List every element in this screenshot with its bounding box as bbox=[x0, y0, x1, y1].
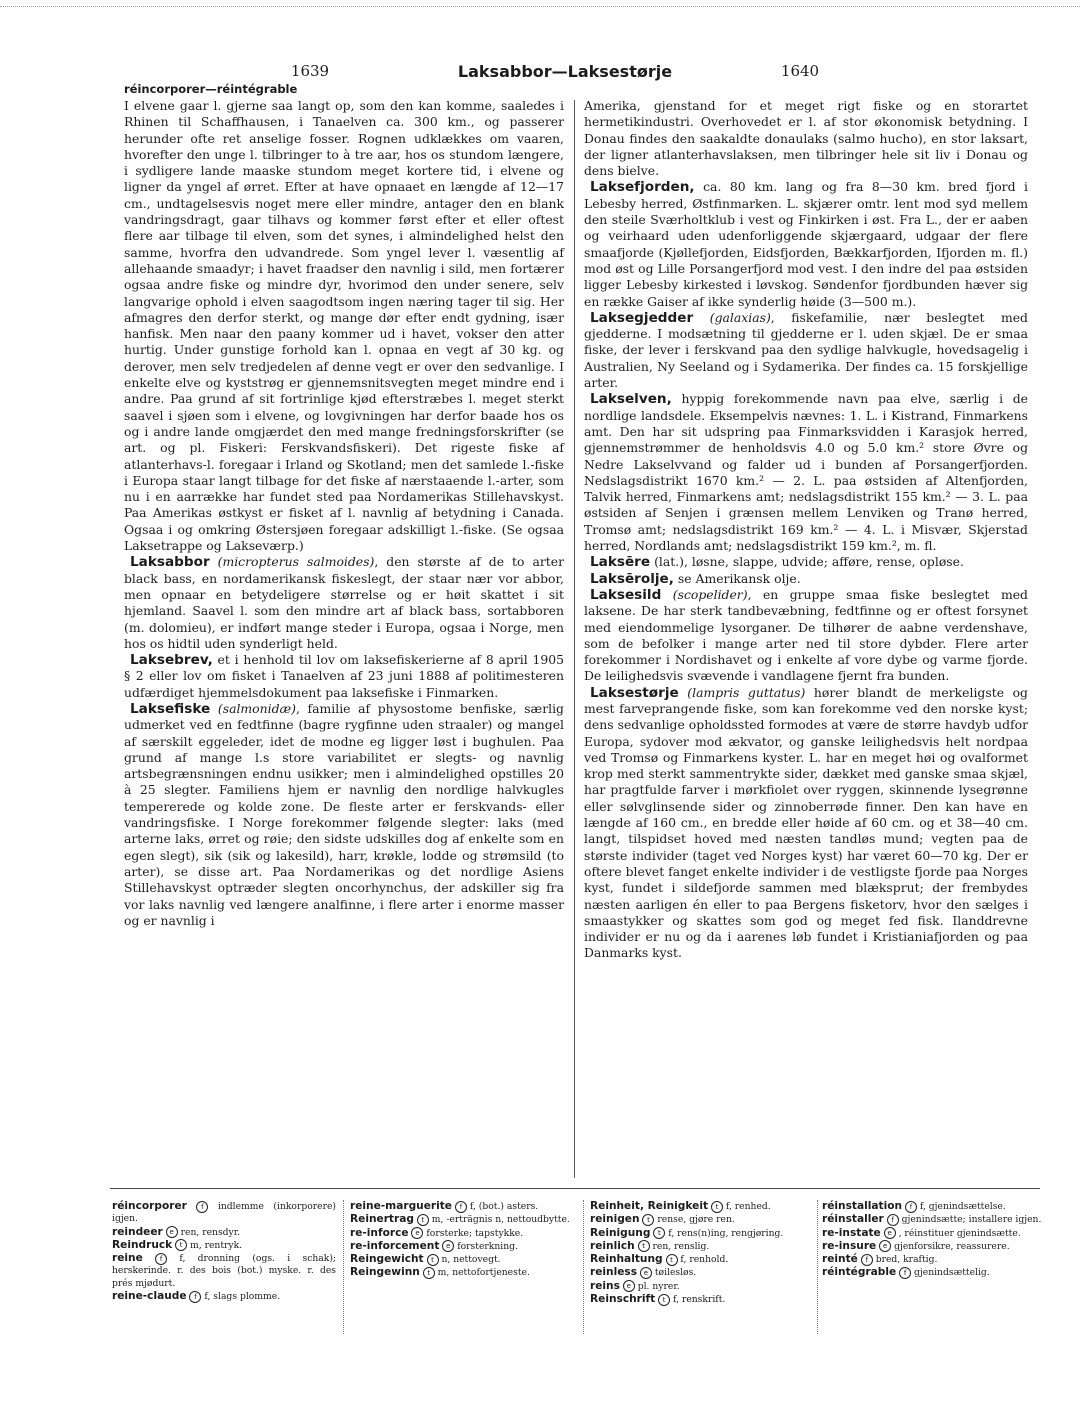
glossary-word: re-insure bbox=[822, 1239, 877, 1252]
headword: Laksesild bbox=[590, 586, 662, 603]
glossary-word: Reinhaltung bbox=[590, 1253, 663, 1266]
language-mark-icon: t bbox=[666, 1254, 678, 1266]
glossary-divider bbox=[343, 1200, 345, 1334]
language-mark-icon: f bbox=[887, 1214, 899, 1226]
glossary-entry bbox=[350, 1240, 576, 1253]
glossary-entry bbox=[112, 1226, 336, 1239]
glossary-translation: f, rens(n)ing, rengjøring. bbox=[668, 1227, 784, 1239]
language-mark-icon: e bbox=[640, 1267, 652, 1279]
glossary-translation: ren, rensdyr. bbox=[180, 1226, 241, 1238]
entry-text: et i henhold til lov om laksefiskerierne af 8 april 1905 § 2 eller lov om fisket i Tanaelven af 23 juni 1888 af politimesteren udfærdiget hjemmelsdokument paa laksefiske i Finmarken. bbox=[124, 652, 564, 700]
entry-text: I elvene gaar l. gjerne saa langt op, som den kan komme, saaledes i Rhinen til Schaffhausen, i Tanaelven ca. 300 km., og passerer herunder ofte ret anselige fosser. Rognen udklækkes om vaaren, hvorefter den unge l. tilbringer to à tre aar, hos os stundom længere, i sydligere lande maaske stundom meget kortere tid, i elvene og ligner da yngel af ørret. Efter at have opnaaet en længde af 12—17 cm., undtagelsesvis noget mere eller mindre, antager den en blank vandringsdragt, gaar tilhavs og kommer først efter et eller oftest flere aar tilbage til elven, som det synes, i almindelighed helst den samme, hvorfra den udvandrede. Som yngel lever l. væsentlig af allehaande smaadyr; i havet fraadser den navnlig i sild, men fortærer ogsaa andre fiske og mindre dyr, hvorimod den under senere, selv langvarige ophold i elven saagodtsom ingen næring tager til sig. Her afmagres den derfor sterkt, og mange dør efter endt gydning, især hanfisk. Men naar den paany kommer ud i havet, vokser den atter hurtig. Under gunstige forhold kan l. opnaa en vegt af 30 kg. og derover, men selv tredjedelen af denne vegt er over den sedvanlige. I enkelte elve og kyststrøg er gjennemsnitsvegten meget mindre end i andre. Paa grund af sit fortrinlige kjød efterstræbes l. meget sterkt saavel i sjøen som i elvene, og lovgivningen har derfor baade hos os og i andre lande omgjærdet den med mange fredningsforskrifter (se art. og pl. Fiskeri: Ferskvandsfiskeri). Det rigeste fiske af atlanterhavs-l. foregaar i Irland og Skotland; men det samlede l.-fiske i Europa staar langt tilbage for det fiske af nærstaaende l.-arter, som nu i en aarrække har fundet sted paa Nordamerikas Stillehavskyst. Paa Amerikas østkyst er fisket af l. navnlig af betydning i Canada. Ogsaa i og omkring Østersjøen foregaar adskilligt l.-fiske. (Se ogsaa Laksetrappe og Lakseværp.) bbox=[124, 98, 564, 554]
entry-text: ca. 80 km. lang og fra 8—30 km. bred fjord i Lebesby herred, Østfinmarken. L. skjærer omtr. lent mod syd mellem den steile Sværholtklub i vest og Finkirken i øst. Fra L., der er aaben og veirhaard uden udenforliggende skjærgaard, udgaar der flere smaafjorde (Kjøllefjorden, Eidsfjorden, Bækkarfjorden, Ifjorden m. fl.) mod øst og Lille Porsangerfjord mod vest. I den indre del paa østsiden ligger Lebesby kirkested i løvskog. Søndenfor fjordbunden hæver sig en række Gaiser af ikke synderlig høide (3—500 m.). bbox=[584, 179, 1028, 309]
glossary-translation: bred, kraftig. bbox=[875, 1254, 938, 1266]
glossary-word: reine-marguerite bbox=[350, 1200, 452, 1212]
glossary-word: Reingewinn bbox=[350, 1266, 420, 1279]
glossary-entry bbox=[822, 1227, 1048, 1240]
glossary-translation: gjenforsikre, reassurere. bbox=[894, 1240, 1010, 1252]
glossary-divider bbox=[583, 1200, 585, 1334]
glossary-word: réincorporer bbox=[112, 1200, 187, 1212]
glossary-entry bbox=[590, 1213, 814, 1226]
language-mark-icon: f bbox=[189, 1291, 201, 1303]
headword: Laksestørje bbox=[590, 684, 679, 701]
entry-lakserolje bbox=[584, 571, 1028, 587]
entry-laksabbor bbox=[124, 554, 564, 652]
top-dotted-rule bbox=[0, 6, 1080, 8]
glossary-entry bbox=[822, 1240, 1048, 1253]
language-mark-icon: e bbox=[442, 1240, 454, 1252]
glossary-word: réinstaller bbox=[822, 1213, 884, 1226]
glossary-entry bbox=[822, 1266, 1048, 1279]
glossary-word: re-instate bbox=[822, 1226, 881, 1239]
page-number-left: 1639 bbox=[290, 62, 330, 80]
language-mark-icon: e bbox=[166, 1226, 178, 1238]
glossary-entry bbox=[112, 1200, 336, 1226]
entry-paragraph bbox=[584, 98, 1028, 179]
entry-text: se Amerikansk olje. bbox=[673, 570, 801, 586]
entry-laksere bbox=[584, 554, 1028, 570]
entry-text: Amerika, gjenstand for et meget rigt fiske og en storartet hermetikindustri. Overhovedet er l. af stor økonomisk betydning. I Donau findes den saakaldte donaulaks (salmo hucho), en stor laksart, der ligner atlanterhavslaksen, men tilbringer hele sit liv i Donau og dens bielve. bbox=[584, 98, 1028, 179]
glossary-translation: ren, renslig. bbox=[652, 1240, 710, 1252]
glossary-translation: gjenindsætte; installere igjen. bbox=[901, 1214, 1042, 1226]
glossary-entry bbox=[590, 1280, 814, 1293]
glossary-word: Reinschrift bbox=[590, 1293, 656, 1306]
latin-name: (salmonidæ) bbox=[217, 700, 296, 716]
glossary-translation: indlemme (inkorporere) igjen. bbox=[112, 1201, 337, 1225]
language-mark-icon: e bbox=[879, 1240, 891, 1252]
glossary-entry bbox=[112, 1239, 336, 1252]
language-mark-icon: t bbox=[175, 1239, 187, 1251]
glossary-word: Reinheit, Reinigkeit bbox=[590, 1200, 709, 1212]
entry-laksesild bbox=[584, 587, 1028, 685]
language-mark-icon: f bbox=[196, 1201, 208, 1213]
glossary-entry bbox=[590, 1253, 814, 1266]
glossary-divider bbox=[817, 1200, 819, 1334]
language-mark-icon: t bbox=[638, 1240, 650, 1252]
glossary-word: Reindruck bbox=[112, 1238, 173, 1251]
glossary-column-1 bbox=[112, 1200, 336, 1303]
entry-text: (lat.), løsne, slappe, udvide; afføre, rense, opløse. bbox=[650, 554, 964, 570]
glossary-translation: f, renhold. bbox=[680, 1254, 729, 1266]
language-mark-icon: t bbox=[711, 1201, 723, 1213]
glossary-translation: f, slags plomme. bbox=[204, 1291, 281, 1303]
headword: Laksegjedder bbox=[590, 309, 694, 326]
language-mark-icon: t bbox=[653, 1227, 665, 1239]
glossary-translation: n, nettovegt. bbox=[441, 1254, 501, 1266]
language-mark-icon: f bbox=[899, 1267, 911, 1279]
headword: Laksērolje, bbox=[590, 570, 674, 587]
glossary-entry bbox=[112, 1252, 336, 1290]
glossary-entry bbox=[590, 1266, 814, 1279]
glossary-translation: forsterke; tapstykke. bbox=[426, 1227, 524, 1239]
glossary-column-2 bbox=[350, 1200, 576, 1280]
glossary-word: Reinigung bbox=[590, 1226, 651, 1239]
glossary-entry bbox=[822, 1213, 1048, 1226]
language-mark-icon: t bbox=[423, 1267, 435, 1279]
glossary-word: réintégrable bbox=[822, 1266, 897, 1279]
language-mark-icon: f bbox=[861, 1254, 873, 1266]
glossary-word: re-inforcement bbox=[350, 1239, 440, 1252]
headword: Laksefiske bbox=[130, 700, 211, 717]
language-mark-icon: t bbox=[417, 1214, 429, 1226]
entry-text: hyppig forekommende navn paa elve, særlig i de nordlige landsdele. Eksempelvis nævnes: 1. L. i Kistrand, Finmarkens amt. Den har sit udspring paa Finmarksvidden i Karasjok herred, gjennemstrømmer de henholdsvis 4.0 og 5.0 km.² store Øvre og Nedre Lakselvvand og falder ud i bunden af Porsangerfjorden. Nedslagsdistrikt 1670 km.² — 2. L. paa østsiden af Altenfjorden, Talvik herred, Finmarkens amt; nedslagsdistrikt 155 km.² — 3. L. paa østsiden af Senjen i grænsen mellem Lenviken og Tranø herred, Tromsø amt; nedslagsdistrikt 169 km.² — 4. L. i Misvær, Skjerstad herred, Nordlands amt; nedslagsdistrikt 159 km.², m. fl. bbox=[584, 391, 1028, 554]
glossary-entry bbox=[590, 1200, 814, 1213]
glossary-translation: forsterkning. bbox=[457, 1240, 518, 1252]
headword: Lakselven, bbox=[590, 391, 672, 408]
language-mark-icon: e bbox=[623, 1280, 635, 1292]
glossary-word: reinlich bbox=[590, 1239, 635, 1252]
glossary-word: reine bbox=[112, 1252, 143, 1265]
entry-text: , den største af de to arter black bass, en nordamerikansk fiskeslegt, der staar nær vor abbor, men opnaar en betydeligere størrelse og er høit skattet i sit hjemland. Saavel l. som den mindre art af black bass, sortabboren (m. dolomieu), er indført mange steder i Europa, ogsaa i Norge, men hos os hidtil uden synderligt held. bbox=[124, 554, 564, 651]
glossary-translation: f, gjenindsættelse. bbox=[919, 1201, 1006, 1212]
entry-text: , fiskefamilie, nær beslegtet med gjedderne. I modsætning til gjedderne er l. uden skjæl. De er smaa fiske, der lever i ferskvand paa den sydlige halvkugle, hovedsagelig i Australien, Ny Seeland og i Sydamerika. Der findes ca. 15 forskjellige arter. bbox=[584, 309, 1028, 391]
entry-laksebrev bbox=[124, 652, 564, 701]
latin-name: (micropterus salmoides) bbox=[217, 554, 375, 570]
glossary-word: reins bbox=[590, 1279, 620, 1292]
entry-text: hører blandt de merkeligste og mest farveprangende fiske, som kan forekomme ved den norske kyst; dens sedvanlige opholdssted formodes at være de større havdyb udfor Europa, sydover mod ækvator, og ganske leilighedsvis helt nordpaa ved Tromsø og Finmarkens kyster. L. har en meget høi og ovalformet krop med sterkt sammentrykte sider, dækket med ganske smaa skjæl, har pragtfulde farver i mørkfiolet over ryggen, skinnende lysegrønne eller sølvglinsende sider og zinnoberrøde finner. Den kan have en længde af 160 cm., en bredde eller høide af 60 cm. og et 38—40 cm. langt, tilspidset hoved med næsten tandløs mund; vegten paa de største individer (taget ved Norges kyst) har været 60—70 kg. Der er oftere blevet fanget enkelte individer i de vestligste fjorde paa Norges kyst, fundet i sildefjorde sammen med blæksprut; der frembydes næsten aarligen én eller to paa Bergens fisketorv, hvor den sælges i smaastykker og skattes som god og meget fed fisk. Ilanddrevne individer er nu og da i aarenes løb fundet i Kristianiafjorden og paa Danmarks kyst. bbox=[584, 684, 1028, 961]
glossary-translation: f, dronning (ogs. i schak); herskerinde. r. des bois (bot.) myske. r. des prés mjødurt. bbox=[112, 1253, 336, 1289]
glossary-entry bbox=[590, 1227, 814, 1240]
language-mark-icon: t bbox=[658, 1294, 670, 1306]
glossary-entry bbox=[350, 1213, 576, 1226]
glossary-translation: rense, gjøre ren. bbox=[657, 1214, 735, 1226]
column-divider bbox=[574, 100, 575, 1178]
guide-words: réincorporer—réintégrable bbox=[124, 82, 298, 96]
glossary-entry bbox=[590, 1293, 814, 1306]
glossary-word: reindeer bbox=[112, 1225, 163, 1238]
headword: Laksēre bbox=[590, 554, 651, 571]
entry-text: , familie af physostome benfiske, særlig udmerket ved en fedtfinne (bagre rygfinne uden straaler) og mangel af særskilt eggeleder, idet de modne eg ligger løst i bughulen. Paa grund af mange l.s store variabilitet er slegts- og navnlig artsbegrænsningen endnu usikker; men i almindelighed opstilles 20 à 25 slegter. Familiens hjem er navnlig den nordlige halvkugles tempererede og kolde zone. De fleste arter er ferskvands- eller vandringsfiske. I Norge forekommer følgende slegter: laks (med arterne laks, ørret og røie; den sidste udskilles dog af enkelte som en egen slegt), sik (sik og lakesild), harr, krøkle, lodde og strømsild (to arter), se disse art. Paa Nordamerikas og det nordlige Asiens Stillehavskyst optræder slegten oncorhynchus, der adskiller sig fra vor laks navnlig ved længere analfinne, i flere arter i enorme masser og er navnlig i bbox=[124, 700, 564, 928]
glossary-column-3 bbox=[590, 1200, 814, 1306]
entry-lakselven bbox=[584, 391, 1028, 554]
glossary-entry bbox=[350, 1253, 576, 1266]
headword: Laksefjorden, bbox=[590, 179, 695, 196]
glossary-entry bbox=[350, 1227, 576, 1240]
glossary-word: reinless bbox=[590, 1266, 638, 1279]
latin-name: (scopelider) bbox=[672, 586, 748, 602]
page-number-right: 1640 bbox=[780, 62, 820, 80]
entry-laksegjedder bbox=[584, 310, 1028, 391]
glossary-word: Reingewicht bbox=[350, 1253, 424, 1266]
glossary-word: reinté bbox=[822, 1253, 858, 1266]
headword: Laksebrev, bbox=[130, 652, 213, 669]
language-mark-icon: f bbox=[155, 1253, 167, 1265]
glossary-translation: tøilesløs. bbox=[654, 1267, 697, 1279]
glossary-translation: f, (bot.) asters. bbox=[469, 1201, 539, 1212]
glossary-entry bbox=[822, 1200, 1048, 1213]
glossary-entry bbox=[822, 1253, 1048, 1266]
running-title: Laksabbor—Laksestørje bbox=[457, 62, 673, 81]
glossary-word: réinstallation bbox=[822, 1200, 903, 1212]
glossary-word: Reinertrag bbox=[350, 1213, 414, 1226]
glossary-translation: m, nettofortjeneste. bbox=[437, 1267, 530, 1279]
glossary-translation: m, rentryk. bbox=[190, 1239, 243, 1251]
entry-laksestorje bbox=[584, 685, 1028, 962]
glossary-word: reinigen bbox=[590, 1213, 640, 1226]
glossary-word: re-inforce bbox=[350, 1226, 409, 1239]
language-mark-icon: e bbox=[411, 1227, 423, 1239]
entry-paragraph bbox=[124, 98, 564, 554]
entry-text: , en gruppe smaa fiske beslegtet med laksene. De har sterk tandbevæbning, fedtfinne og er oftest forsynet med eiendommelige lysorganer. De tilhører de aabne verdenshave, som de befolker i mange arter ned til store dybder. Flere arter forekommer i Nordishavet og i enkelte af vore dybe og varme fjorde. De leilighedsvis svævende i vandlagene fjernt fra bunden. bbox=[584, 586, 1028, 684]
glossary-column-4 bbox=[822, 1200, 1048, 1280]
glossary-translation: f, renhed. bbox=[725, 1201, 771, 1212]
glossary-translation: , réinstituer gjenindsætte. bbox=[898, 1227, 1021, 1239]
headword: Laksabbor bbox=[130, 554, 210, 571]
language-mark-icon: e bbox=[884, 1227, 896, 1239]
latin-name: (galaxias) bbox=[709, 309, 771, 325]
glossary-translation: f, renskrift. bbox=[673, 1294, 726, 1306]
latin-name: (lampris guttatus) bbox=[687, 684, 806, 700]
text-column-left bbox=[124, 98, 564, 929]
glossary-word: reine-claude bbox=[112, 1290, 187, 1303]
language-mark-icon: t bbox=[427, 1254, 439, 1266]
glossary-entry bbox=[350, 1200, 576, 1213]
entry-laksefjorden bbox=[584, 179, 1028, 309]
language-mark-icon: f bbox=[455, 1201, 467, 1213]
entry-laksefiske bbox=[124, 701, 564, 929]
language-mark-icon: f bbox=[905, 1201, 917, 1213]
footer-rule bbox=[110, 1188, 1040, 1189]
language-mark-icon: t bbox=[642, 1214, 654, 1226]
glossary-translation: pl. nyrer. bbox=[637, 1280, 680, 1292]
glossary-translation: gjenindsættelig. bbox=[914, 1267, 990, 1279]
glossary-translation: m, -erträgnis n, nettoudbytte. bbox=[431, 1214, 570, 1226]
glossary-entry bbox=[590, 1240, 814, 1253]
text-column-right bbox=[584, 98, 1028, 962]
glossary-entry bbox=[112, 1290, 336, 1303]
glossary-entry bbox=[350, 1266, 576, 1279]
